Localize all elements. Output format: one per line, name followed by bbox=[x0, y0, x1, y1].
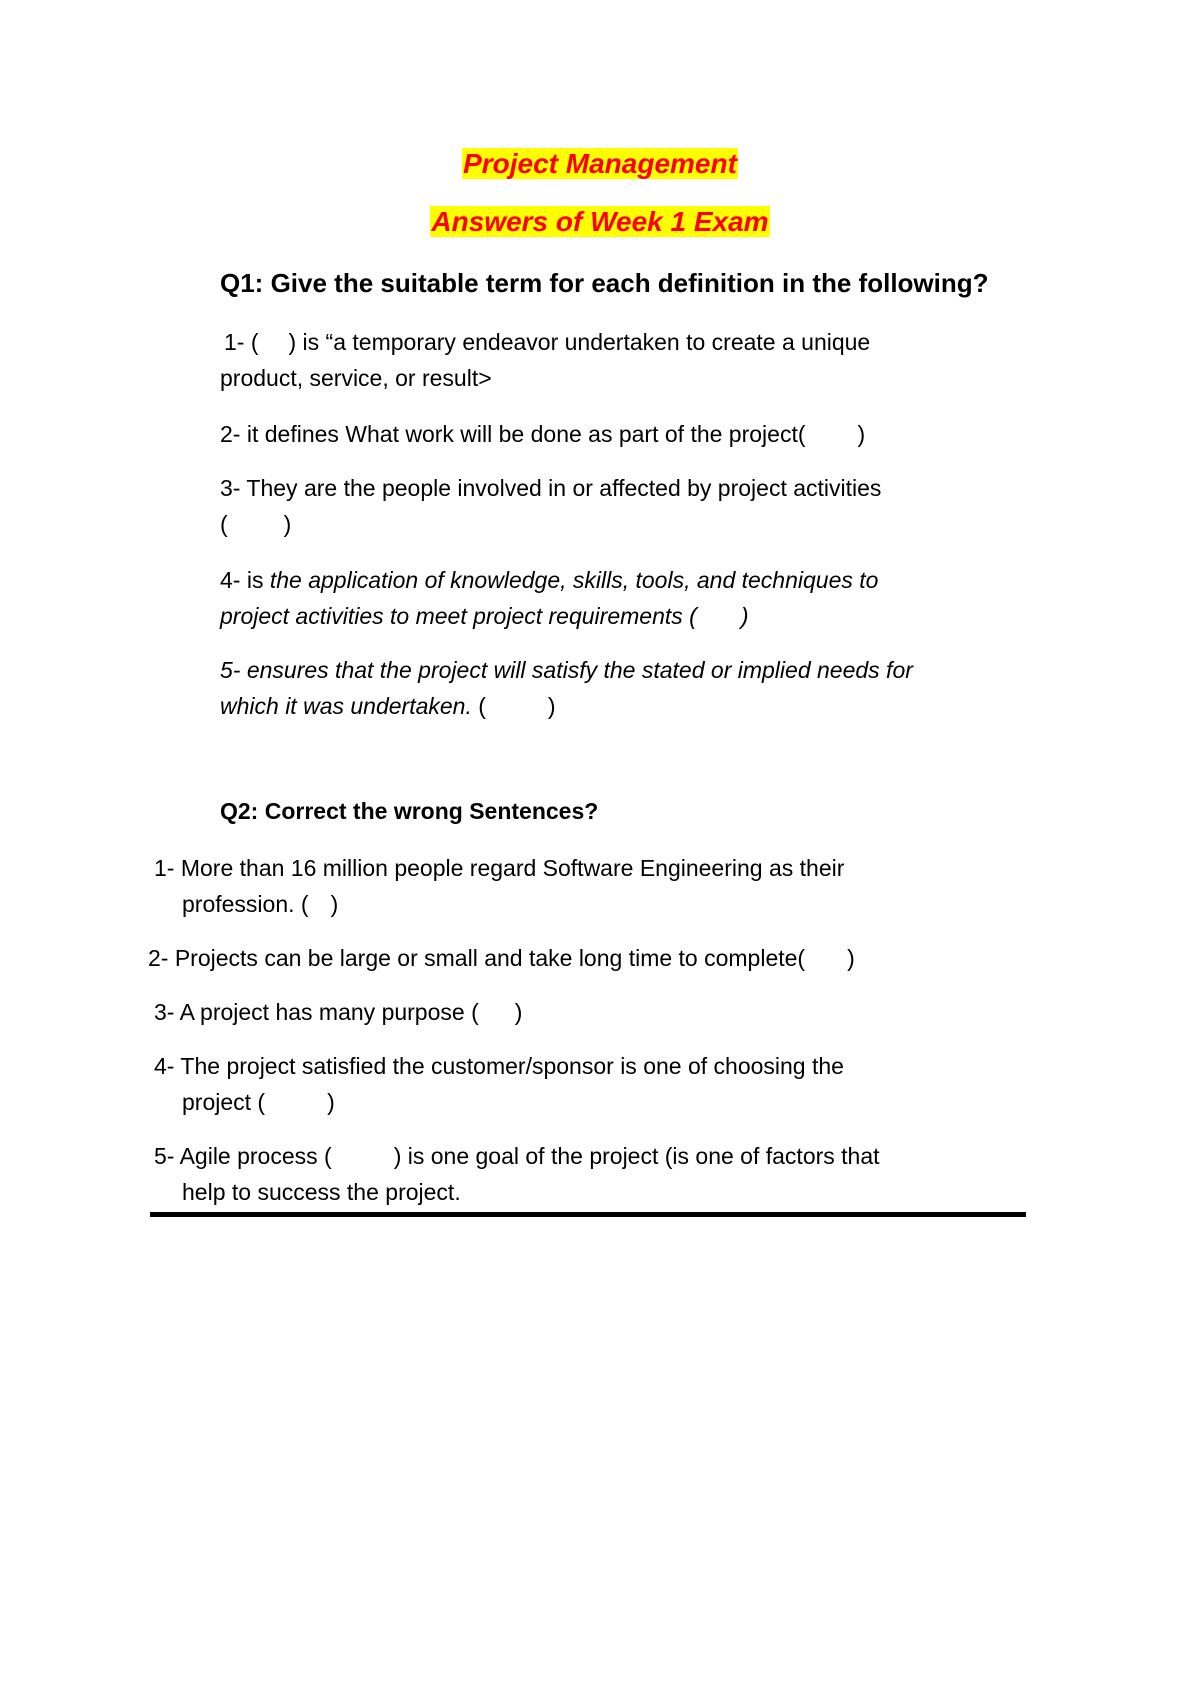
q1-item-3-line-2: ( ) bbox=[220, 511, 292, 537]
q2-heading: Q2: Correct the wrong Sentences? bbox=[220, 798, 599, 824]
q1-item-3-line-1: 3- They are the people involved in or affected by project activities bbox=[220, 475, 882, 501]
q2-item-5-line-1: 5- Agile process ( ) is one goal of the project (is one of factors that bbox=[154, 1143, 880, 1169]
q2-item-4-line-2: project ( ) bbox=[182, 1089, 335, 1115]
document-title: Project Management bbox=[463, 148, 737, 179]
q2-item-2: 2- Projects can be large or small and take long time to complete( ) bbox=[148, 945, 855, 971]
q1-heading: Q1: Give the suitable term for each definition in the following? bbox=[220, 268, 989, 298]
q1-item-4-line-1: 4- is the application of knowledge, skills, tools, and techniques to bbox=[220, 567, 879, 593]
q1-item-5-line-1: 5- ensures that the project will satisfy the stated or implied needs for bbox=[220, 657, 913, 683]
q2-item-1-line-2: profession. ( ) bbox=[182, 891, 339, 917]
q1-item-1-line-1: 1- ( ) is “a temporary endeavor undertaken to create a unique bbox=[224, 329, 871, 355]
document-subtitle: Answers of Week 1 Exam bbox=[431, 206, 769, 237]
q1-item-4-line-2: project activities to meet project requirements ( ) bbox=[220, 603, 749, 629]
q2-item-4-line-1: 4- The project satisfied the customer/sponsor is one of choosing the bbox=[154, 1053, 844, 1079]
q1-item-5-line-2: which it was undertaken. ( ) bbox=[220, 693, 556, 719]
q2-item-1-line-1: 1- More than 16 million people regard Software Engineering as their bbox=[154, 855, 845, 881]
q2-item-5-line-2: help to success the project. bbox=[182, 1179, 461, 1205]
q1-item-1-line-2: product, service, or result> bbox=[220, 365, 492, 391]
q1-item-2: 2- it defines What work will be done as part of the project( ) bbox=[220, 421, 866, 447]
horizontal-divider bbox=[150, 1212, 1026, 1217]
q2-item-3: 3- A project has many purpose ( ) bbox=[154, 999, 523, 1025]
